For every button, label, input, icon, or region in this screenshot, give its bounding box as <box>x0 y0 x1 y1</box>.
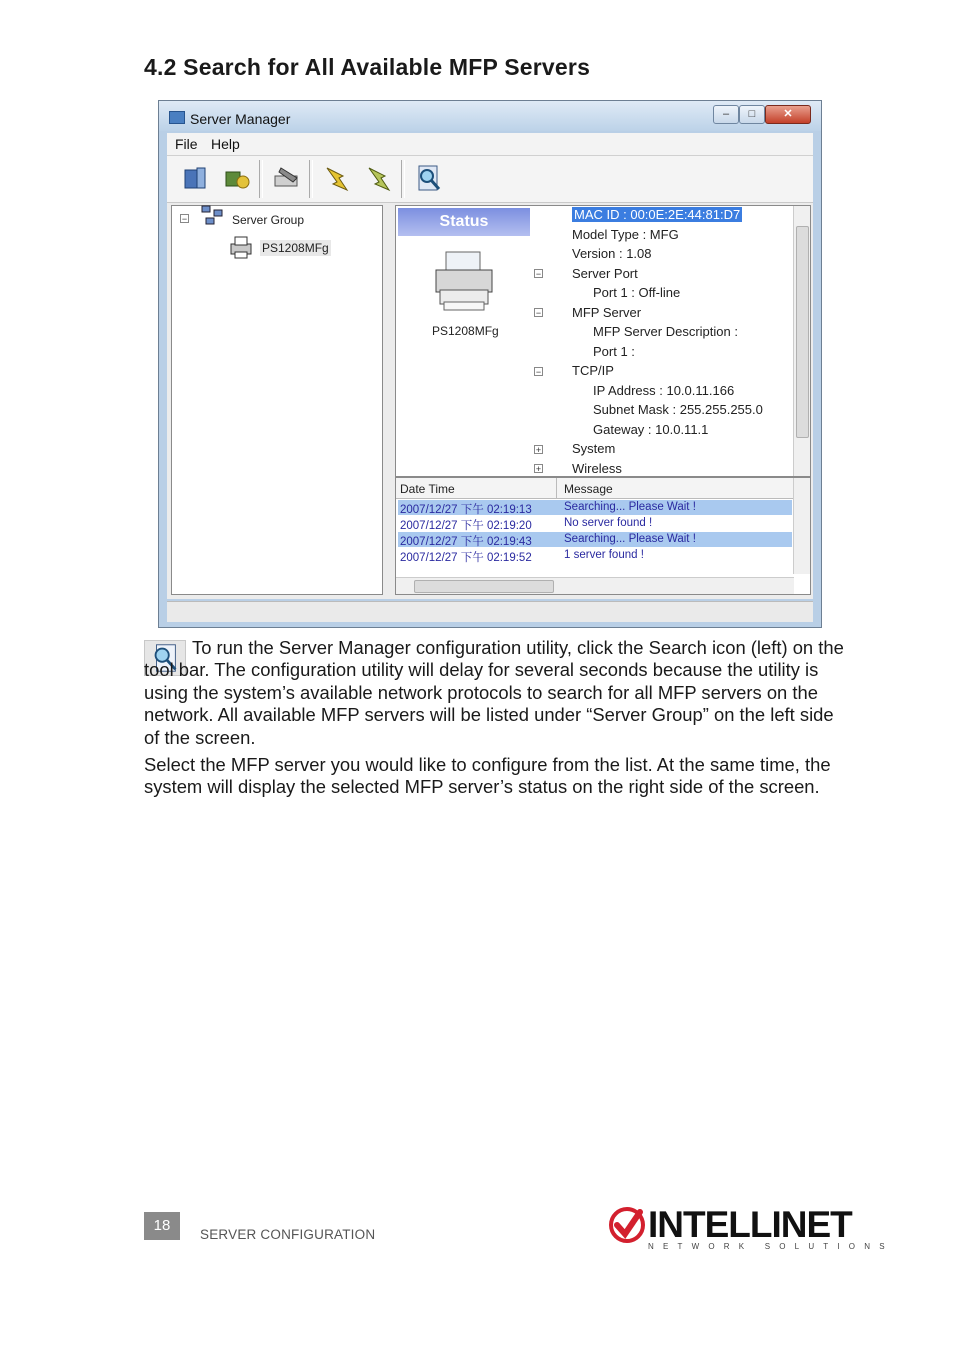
server-manager-window <box>158 100 822 628</box>
page-number: 18 <box>144 1212 180 1240</box>
tree-item-ps1208mfg[interactable]: PS1208MFg <box>262 241 329 255</box>
intellinet-logo <box>608 1204 894 1252</box>
tree-item-ip-address[interactable]: IP Address : 10.0.11.166 <box>593 383 735 398</box>
logo-wordmark: INTELLINET <box>648 1204 852 1245</box>
network-group-icon <box>200 204 226 228</box>
window-title: Server Manager <box>190 111 291 127</box>
log-row[interactable] <box>398 548 792 563</box>
status-tab[interactable]: Status <box>398 208 530 236</box>
log-date: 2007/12/27 下午 02:19:13 <box>400 504 532 516</box>
status-pane <box>395 205 811 477</box>
column-message[interactable]: Message <box>564 482 613 496</box>
close-button[interactable]: ✕ <box>765 105 811 124</box>
main-area <box>167 203 813 599</box>
status-scrollbar[interactable] <box>793 206 810 476</box>
expand-toggle[interactable]: + <box>535 445 542 455</box>
log-date: 2007/12/27 下午 02:19:52 <box>400 552 532 564</box>
paragraph-select: Select the MFP server you would like to configure from the list. At the same time, the system will display the selected MFP server’s status on the right side of the screen. <box>144 754 831 798</box>
tree-item-version[interactable]: Version : 1.08 <box>572 246 652 261</box>
printer-server-icon <box>228 234 254 260</box>
title-bar <box>159 101 821 131</box>
expand-toggle[interactable]: + <box>535 464 542 474</box>
collapse-toggle[interactable]: − <box>181 214 188 224</box>
tree-item-subnet-mask[interactable]: Subnet Mask : 255.255.255.0 <box>593 402 763 417</box>
tree-item-tcpip[interactable]: TCP/IP <box>572 363 614 378</box>
message-log <box>395 477 811 595</box>
column-date-time[interactable]: Date Time <box>400 482 455 496</box>
log-message: Searching... Please Wait ! <box>564 501 696 513</box>
logo-tagline: NETWORK SOLUTIONS <box>648 1242 894 1251</box>
menu-bar <box>167 133 813 156</box>
section-label: SERVER CONFIGURATION <box>200 1227 376 1242</box>
connect-icon[interactable] <box>321 162 353 194</box>
log-vertical-scrollbar[interactable] <box>793 478 810 574</box>
server-tree-pane <box>171 205 383 595</box>
tree-item-server-port[interactable]: Server Port <box>572 266 638 281</box>
collapse-toggle[interactable]: − <box>535 308 542 318</box>
paragraph-search: To run the Server Manager configuration utility, click the Search icon (left) on the tool bar. The configuration utility will delay for several seconds because the utility is using the system’s available network protocols to search for all MFP servers on the network. All available MFP servers will be listed under “Server Group” on the left side of the screen. <box>144 637 844 748</box>
printer-icon <box>432 248 496 314</box>
minimize-button[interactable]: – <box>713 105 739 124</box>
scrollbar-thumb[interactable] <box>414 580 554 593</box>
collapse-toggle[interactable]: − <box>535 367 542 377</box>
toolbar-separator <box>259 160 263 198</box>
mac-id-text: MAC ID : 00:0E:2E:44:81:D7 <box>574 207 741 222</box>
disconnect-icon[interactable] <box>363 162 395 194</box>
log-message: 1 server found ! <box>564 549 644 561</box>
menu-help[interactable]: Help <box>211 136 240 152</box>
scrollbar-thumb[interactable] <box>796 226 809 438</box>
status-bar <box>167 601 813 622</box>
settings-icon[interactable] <box>221 162 253 194</box>
menu-file[interactable]: File <box>175 136 198 152</box>
log-date: 2007/12/27 下午 02:19:20 <box>400 520 532 532</box>
checkmark-logo-icon <box>608 1206 646 1244</box>
server-icon[interactable] <box>179 162 211 194</box>
log-row[interactable] <box>398 500 792 515</box>
tree-item-mfp-server[interactable]: MFP Server <box>572 305 642 320</box>
tree-item-server-group[interactable]: Server Group <box>232 213 305 227</box>
log-message: Searching... Please Wait ! <box>564 533 696 545</box>
tree-item-wireless[interactable]: Wireless <box>572 461 622 476</box>
tree-item-system[interactable]: System <box>572 441 616 456</box>
search-icon[interactable] <box>413 162 445 194</box>
collapse-toggle[interactable]: − <box>535 269 542 279</box>
toolbar-separator <box>401 160 405 198</box>
maximize-button[interactable]: □ <box>739 105 765 124</box>
app-icon <box>169 111 185 124</box>
tree-item-mac[interactable] <box>572 207 742 222</box>
log-horizontal-scrollbar[interactable] <box>396 577 794 594</box>
tree-item-mfp-port1[interactable]: Port 1 : <box>593 344 635 359</box>
log-row[interactable] <box>398 532 792 547</box>
toolbar-separator <box>309 160 313 198</box>
tree-item-model[interactable]: Model Type : MFG <box>572 227 679 242</box>
log-date: 2007/12/27 下午 02:19:43 <box>400 536 532 548</box>
log-row[interactable] <box>398 516 792 531</box>
log-message: No server found ! <box>564 517 653 529</box>
section-heading: 4.2 Search for All Available MFP Servers <box>144 54 591 80</box>
configure-icon[interactable] <box>271 162 303 194</box>
column-divider <box>556 478 557 498</box>
tree-item-gateway[interactable]: Gateway : 10.0.11.1 <box>593 422 709 437</box>
tree-item-port1-status[interactable]: Port 1 : Off-line <box>593 285 681 300</box>
toolbar <box>167 156 813 203</box>
log-header <box>396 478 794 499</box>
tree-item-mfp-description[interactable]: MFP Server Description : <box>593 324 738 339</box>
printer-label: PS1208MFg <box>432 324 499 338</box>
